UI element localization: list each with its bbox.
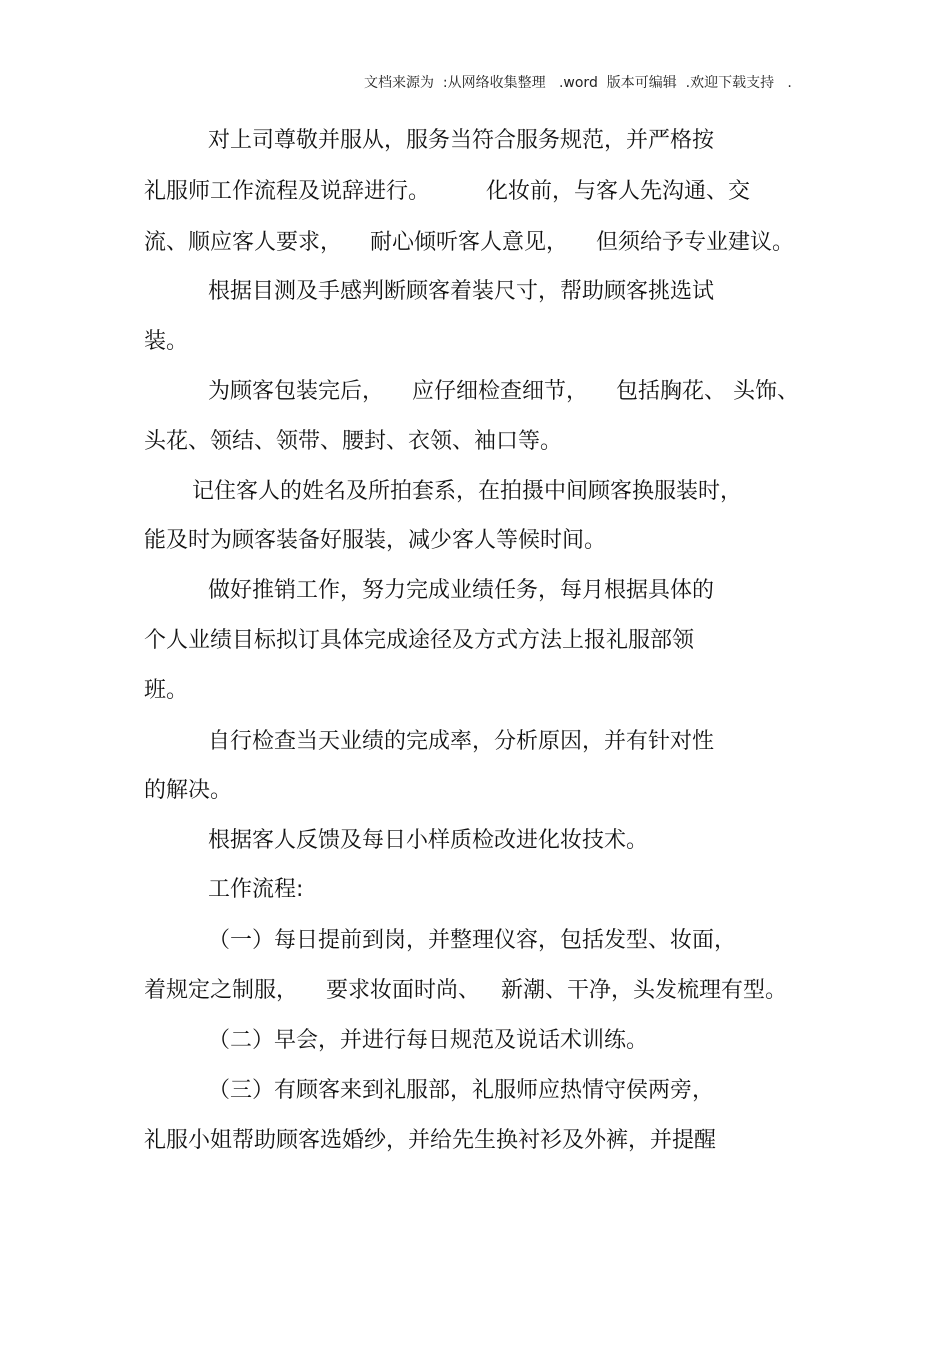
paragraph-line: （二）早会，并进行每日规范及说话术训练。	[208, 1028, 649, 1053]
paragraph-line: 根据客人反馈及每日小样质检改进化妆技术。	[208, 828, 649, 853]
paragraph-line: （一）每日提前到岗，并整理仪容，包括发型、妆面，	[208, 928, 737, 953]
paragraph-line: 能及时为顾客装备好服装，减少客人等候时间。	[144, 528, 607, 553]
paragraph-line: 做好推销工作，努力完成业绩任务，每月根据具体的	[208, 578, 715, 603]
paragraph-line: 自行检查当天业绩的完成率，分析原因，并有针对性	[208, 729, 715, 754]
paragraph-line: 班。	[144, 678, 189, 703]
paragraph-line: 的解决。	[144, 778, 233, 803]
paragraph-line: 礼服师工作流程及说辞进行。 化妆前，与客人先沟通、交	[144, 179, 750, 204]
paragraph-line: 装。	[144, 329, 189, 354]
paragraph-line: （三）有顾客来到礼服部，礼服师应热情守侯两旁，	[208, 1078, 715, 1103]
paragraph-line: 工作流程:	[208, 877, 304, 902]
paragraph-line: 着规定之制服， 要求妆面时尚、 新潮、干净，头发梳理有型。	[144, 978, 787, 1003]
paragraph-line: 礼服小姐帮助顾客选婚纱，并给先生换衬衫及外裤，并提醒	[144, 1128, 717, 1153]
page-header: 文档来源为 :从网络收集整理 .word 版本可编辑 .欢迎下载支持 .	[364, 75, 792, 91]
paragraph-line: 个人业绩目标拟订具体完成途径及方式方法上报礼服部领	[144, 628, 695, 653]
paragraph-line: 流、顺应客人要求， 耐心倾听客人意见， 但须给予专业建议。	[144, 230, 794, 255]
paragraph-line: 头花、领结、领带、腰封、衣领、袖口等。	[144, 429, 563, 454]
paragraph-line: 对上司尊敬并服从，服务当符合服务规范，并严格按	[208, 128, 715, 153]
paragraph-line: 根据目测及手感判断顾客着装尺寸，帮助顾客挑选试	[208, 279, 715, 304]
paragraph-line: 为顾客包装完后， 应仔细检查细节， 包括胸花、 头饰、	[208, 379, 799, 404]
paragraph-line: 记住客人的姓名及所拍套系，在拍摄中间顾客换服装时，	[192, 479, 743, 504]
